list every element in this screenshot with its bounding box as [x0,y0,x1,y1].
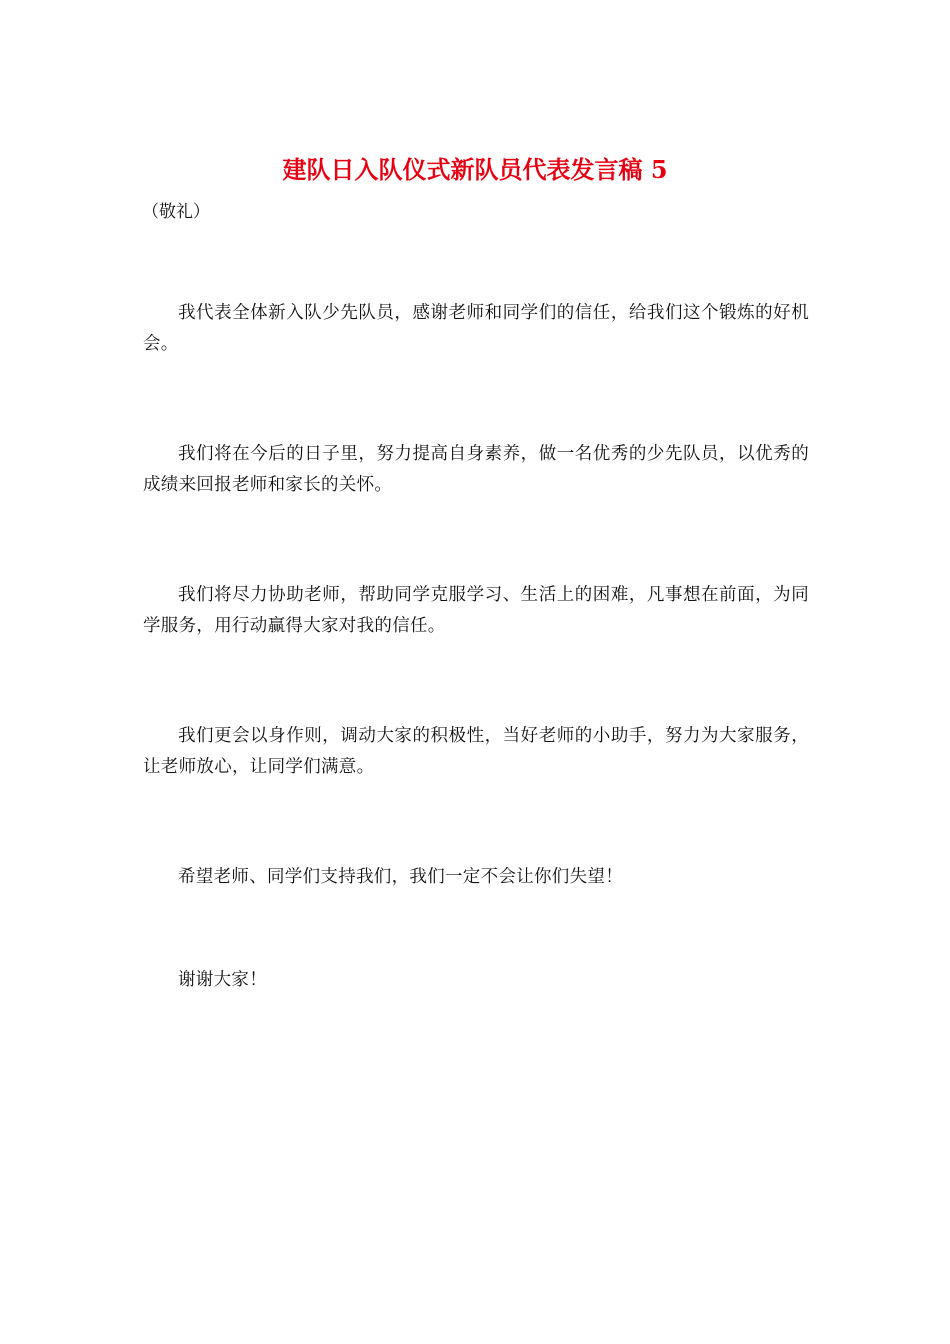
paragraph-1: 我代表全体新入队少先队员，感谢老师和同学们的信任，给我们这个锻炼的好机会。 [143,303,809,354]
paragraph-6: 谢谢大家！ [178,970,267,990]
document-title: 建队日入队仪式新队员代表发言稿 5 [282,155,668,184]
salute-text: （敬礼） [142,202,210,222]
paragraph-2: 我们将在今后的日子里，努力提高自身素养，做一名优秀的少先队员，以优秀的成绩来回报老师和家长的关怀。 [143,444,809,495]
paragraph-4: 我们更会以身作则，调动大家的积极性，当好老师的小助手，努力为大家服务，让老师放心，让同学们满意。 [143,726,809,777]
paragraph-3: 我们将尽力协助老师，帮助同学克服学习、生活上的困难，凡事想在前面，为同学服务，用行动赢得大家对我的信任。 [143,585,809,636]
paragraph-5: 希望老师、同学们支持我们，我们一定不会让你们失望！ [178,867,623,887]
